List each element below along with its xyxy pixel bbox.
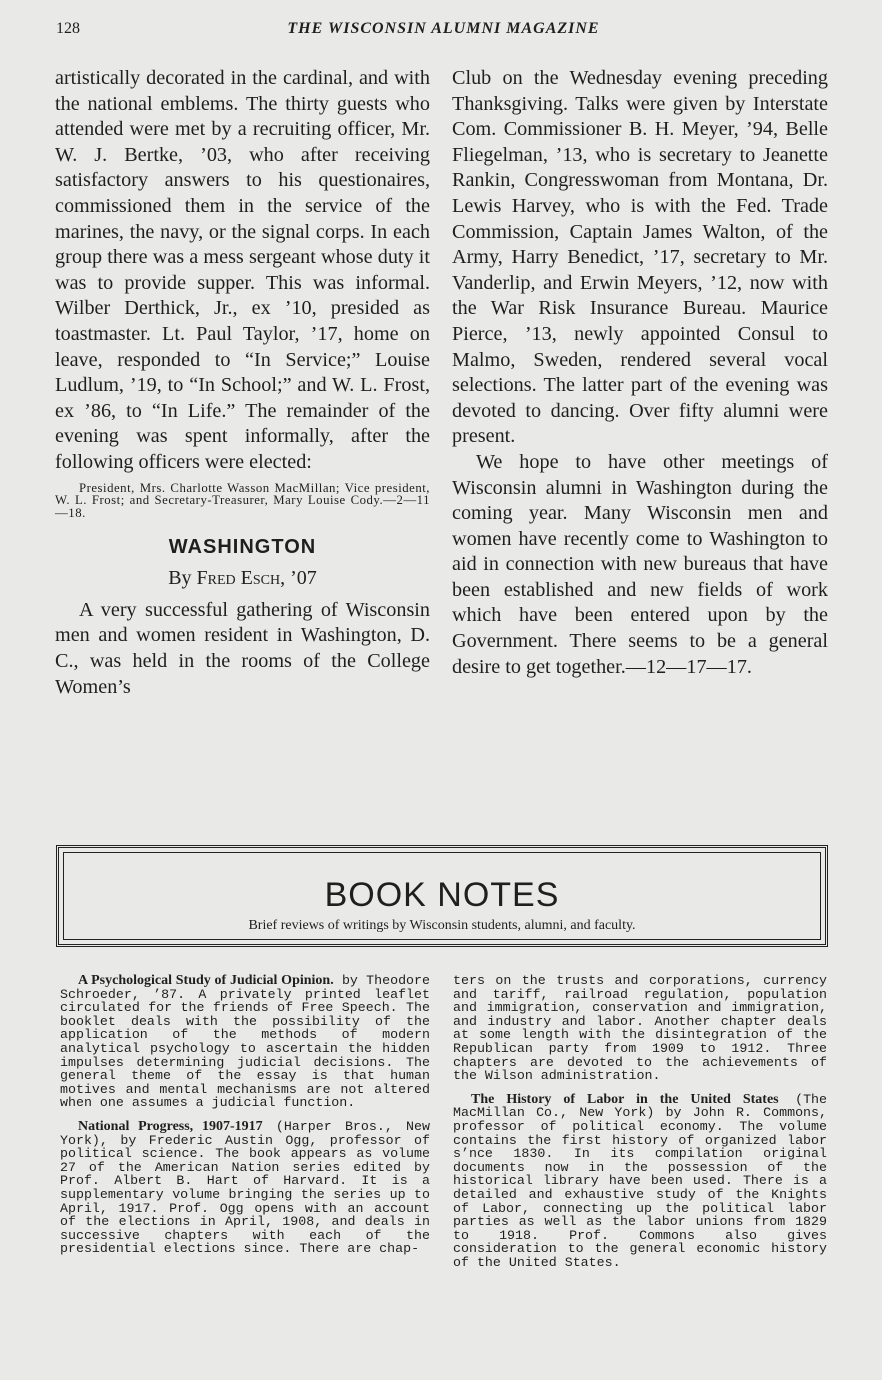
running-title: THE WISCONSIN ALUMNI MAGAZINE	[287, 20, 600, 37]
page-number: 128	[56, 20, 80, 37]
page-header	[56, 20, 831, 44]
byline-year: , ’07	[280, 566, 317, 589]
review-title: National Progress, 1907-1917	[78, 1118, 263, 1134]
book-notes-subtitle: Brief reviews of writings by Wisconsin students, alumni, and faculty.	[248, 918, 636, 933]
review-body: (Harper Bros., New York), by Frederic Austin Ogg, professor of political science. The book appears as volume 27 of the American Nation series edited by Prof. Albert B. Hart of Harvard. It is a supplementary volume bringing the series up to April, 1917. Prof. Ogg opens with an account of the elections in April, 1908, and deals in successive chapters with each of the presidential elections since. There are chap-	[60, 1118, 430, 1257]
review-national-progress	[60, 1120, 430, 1256]
upper-right-column	[452, 66, 828, 680]
review-title: The History of Labor in the United States	[471, 1091, 779, 1107]
review-judicial-opinion	[60, 974, 430, 1110]
book-notes-banner	[56, 845, 828, 947]
review-title: A Psychological Study of Judicial Opinion.	[78, 973, 334, 988]
lower-right-column	[453, 974, 827, 1279]
officers-list: President, Mrs. Charlotte Wasson MacMillan; Vice president, W. L. Frost; and Secretary-Treasurer, Mary Louise Cody.—2—11—18.	[55, 480, 430, 521]
byline-prefix: By	[168, 566, 192, 589]
review-body: (The MacMillan Co., New York) by John R. Commons, professor of political economy. The volume contains the first history of organized labor s’nce 1830. In its compilation original documents now in the possession of the historical library have been used. There is a detailed and exhaustive study of the Knights of Labor, connecting up the political labor parties as well as the labor unions from 1829 to 1918. Prof. Commons also gives consideration to the general economic history of the United States.	[453, 1091, 828, 1270]
washington-heading: WASHINGTON	[168, 535, 317, 558]
lower-left-column	[60, 974, 430, 1266]
review-body: by Theodore Schroeder, ’87. A privately printed leaflet circulated for the friends of Free Speech. The booklet deals with the possibility of the application of the methods of modern analytical psychology to ascertain the hidden impulses determining judicial decisions. The general theme of the essay is that human motives and mental mechanisms are not altered when one assumes a judicial function.	[60, 973, 430, 1111]
review-history-of-labor	[453, 1093, 827, 1270]
washington-paragraph-cont: Club on the Wednesday evening preceding Thanksgiving. Talks were given by Interstate Com. Commissioner B. H. Meyer, ’94, Belle Fliegelman, ’13, who is secretary to Jeanette Rankin, Congresswoman from Montana, Dr. Lewis Harvey, who is with the Fed. Trade Commission, Captain James Walton, of the Army, Harry Benedict, ’17, secretary to Mr. Vanderlip, and Erwin Meyers, ’12, now with the War Risk Insurance Bureau. Maurice Pierce, ’13, newly appointed Consul to Malmo, Sweden, rendered several vocal selections. The latter part of the evening was devoted to dancing. Over fifty alumni were present.	[452, 67, 828, 448]
byline-name: Fred Esch	[196, 566, 281, 589]
book-notes-title: BOOK NOTES	[324, 876, 560, 914]
washington-closing-paragraph: We hope to have other meetings of Wisconsin alumni in Washington during the coming year. Many Wisconsin men and women have recently come to Washington to aid in connection with new bureaus that have been established and new fields of work which have been entered upon by the Government. There seems to be a general desire to get together.—12—17—17.	[452, 450, 828, 678]
reception-paragraph: artistically decorated in the cardinal, and with the national emblems. The thirty guests who attended were met by a recruiting officer, Mr. W. J. Bertke, ’03, who after receiving satisfactory answers to his questionaires, commissioned them in the service of the marines, the navy, or the signal corps. In each group there was a mess sergeant whose duty it was to provide supper. This was informal. Wilber Derthick, Jr., ex ’10, presided as toastmaster. Lt. Paul Taylor, ’17, home on leave, responded to “In Service;” Louise Ludlum, ’19, to “In School;” and W. L. Frost, ex ’86, to “In Life.” The remainder of the evening was spent informally, after the following officers were elected:	[55, 67, 430, 473]
washington-paragraph-start: A very successful gathering of Wisconsin men and women resident in Washington, D. C., was held in the rooms of the College Women’s	[55, 598, 430, 698]
upper-left-column	[55, 66, 430, 700]
review-national-progress-cont: ters on the trusts and corporations, currency and tariff, railroad regulation, population and immigration, conservation and immigration, and industry and labor. Another chapter deals at some length with the disintegration of the Republican party from 1909 to 1912. Three chapters are devoted to the achievements of the Wilson administration.	[453, 973, 827, 1084]
byline	[55, 567, 430, 590]
